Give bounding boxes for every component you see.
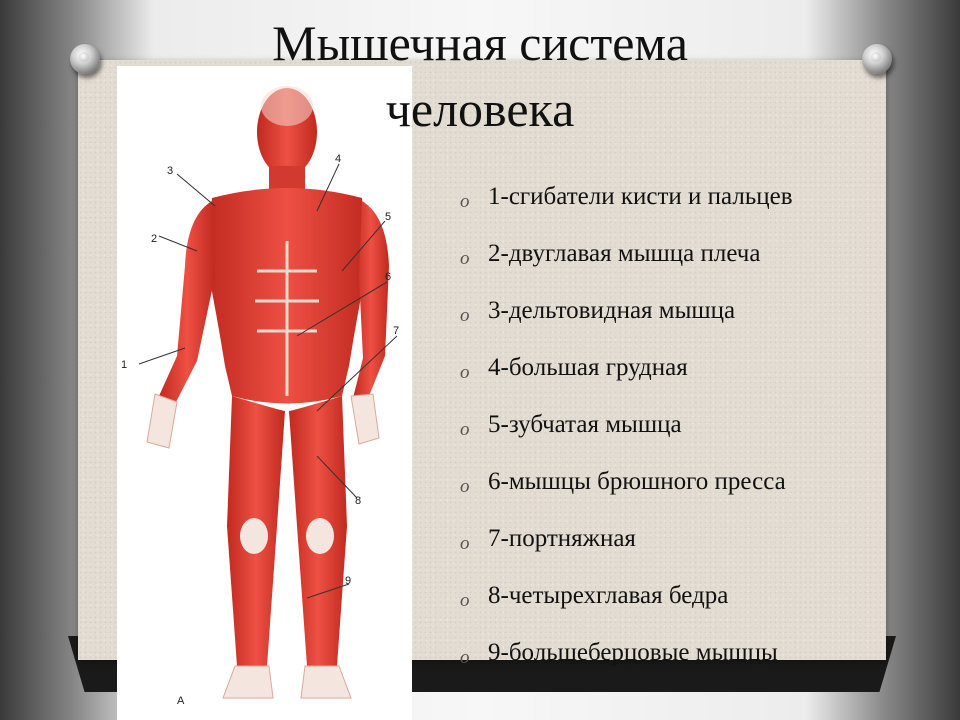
list-item <box>460 577 880 615</box>
bullet-icon: o <box>460 191 470 212</box>
muscle-figure-panel <box>117 66 412 720</box>
pushpin-icon <box>70 44 100 74</box>
muscle-label: 4-большая грудная <box>488 354 688 381</box>
figure-label-8: 8 <box>355 495 362 507</box>
bullet-icon: o <box>460 419 470 440</box>
figure-left-foot <box>223 666 273 698</box>
figure-caption-letter: А <box>177 695 185 707</box>
figure-label-2: 2 <box>151 233 158 245</box>
list-item <box>460 463 880 501</box>
figure-label-6: 6 <box>385 271 392 283</box>
bullet-icon: o <box>460 647 470 668</box>
muscle-label: 8-четырехглавая бедра <box>488 582 729 609</box>
list-item <box>460 634 880 672</box>
figure-label-7: 7 <box>393 325 400 337</box>
muscle-label: 9-большеберцовые мышцы <box>488 639 778 666</box>
figure-left-hand <box>147 394 177 448</box>
muscle-label: 6-мышцы брюшного пресса <box>488 468 786 495</box>
slide-title-line2: человека <box>385 81 575 137</box>
figure-left-arm <box>159 201 215 404</box>
figure-label-5: 5 <box>385 211 392 223</box>
figure-right-foot <box>301 666 351 698</box>
muscle-label: 1-сгибатели кисти и пальцев <box>488 183 793 210</box>
bullet-icon: o <box>460 305 470 326</box>
list-item <box>460 520 880 558</box>
muscle-label: 5-зубчатая мышца <box>488 411 682 438</box>
pushpin-icon <box>862 44 892 74</box>
list-item <box>460 349 880 387</box>
figure-label-4: 4 <box>335 153 342 165</box>
muscle-list <box>460 178 880 691</box>
bullet-icon: o <box>460 248 470 269</box>
bullet-icon: o <box>460 476 470 497</box>
list-item <box>460 406 880 444</box>
slide-title-line1: Мышечная система <box>272 15 688 71</box>
slide-title <box>200 10 760 142</box>
muscle-label: 7-портняжная <box>488 525 636 552</box>
list-item <box>460 178 880 216</box>
list-item <box>460 235 880 273</box>
list-item <box>460 292 880 330</box>
figure-label-9: 9 <box>345 575 352 587</box>
bullet-icon: o <box>460 590 470 611</box>
bullet-icon: o <box>460 533 470 554</box>
figure-label-3: 3 <box>167 165 174 177</box>
muscle-label: 3-дельтовидная мышца <box>488 297 736 324</box>
figure-right-hand <box>351 394 379 444</box>
bullet-icon: o <box>460 362 470 383</box>
figure-label-1: 1 <box>121 359 128 371</box>
muscle-anatomy-illustration <box>117 66 412 720</box>
muscle-label: 2-двуглавая мышца плеча <box>488 240 761 267</box>
